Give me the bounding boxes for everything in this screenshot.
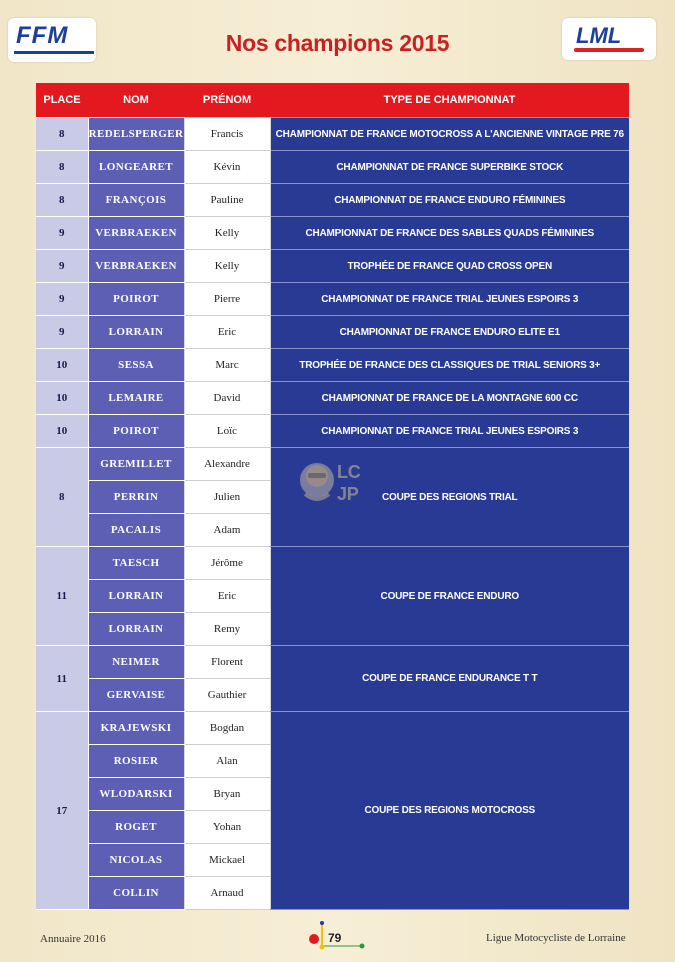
nom-cell: FRANÇOIS: [88, 184, 184, 217]
ffm-logo-text: FFM: [16, 22, 69, 49]
nom-cell: NICOLAS: [88, 844, 184, 877]
table-row: [36, 316, 629, 349]
prenom-cell: Remy: [184, 613, 270, 646]
prenom-cell: Kelly: [184, 250, 270, 283]
column-header-prenom: PRÉNOM: [184, 83, 270, 118]
table-row: [36, 250, 629, 283]
nom-cell: LORRAIN: [88, 580, 184, 613]
nom-cell: LORRAIN: [88, 613, 184, 646]
table-row: [36, 184, 629, 217]
type-cell: CHAMPIONNAT DE FRANCE DE LA MONTAGNE 600 CC: [270, 382, 629, 415]
group-place-cell: 8: [36, 448, 88, 547]
table-row: [36, 415, 629, 448]
place-cell: 8: [36, 184, 88, 217]
place-cell: 10: [36, 415, 88, 448]
prenom-cell: Jérôme: [184, 547, 270, 580]
nom-cell: ROGET: [88, 811, 184, 844]
prenom-cell: Pauline: [184, 184, 270, 217]
place-cell: 10: [36, 349, 88, 382]
nom-cell: ROSIER: [88, 745, 184, 778]
prenom-cell: Gauthier: [184, 679, 270, 712]
lcjp-watermark-icon: [297, 454, 373, 510]
column-header-place: PLACE: [36, 83, 88, 118]
group-place-cell: 11: [36, 646, 88, 712]
column-header-type: TYPE DE CHAMPIONNAT: [270, 83, 629, 118]
nom-cell: POIROT: [88, 283, 184, 316]
prenom-cell: Bryan: [184, 778, 270, 811]
nom-cell: LEMAIRE: [88, 382, 184, 415]
nom-cell: GERVAISE: [88, 679, 184, 712]
prenom-cell: Florent: [184, 646, 270, 679]
group-type-cell: [270, 448, 629, 547]
champions-table: [36, 83, 629, 910]
nom-cell: REDELSPERGER: [88, 118, 184, 151]
column-header-nom: NOM: [88, 83, 184, 118]
footer-ligue: Ligue Motocycliste de Lorraine: [486, 932, 626, 944]
group-type-cell: COUPE DE FRANCE ENDURANCE T T: [270, 646, 629, 712]
table-row: [36, 349, 629, 382]
prenom-cell: Alexandre: [184, 448, 270, 481]
type-cell: CHAMPIONNAT DE FRANCE DES SABLES QUADS FÉMININES: [270, 217, 629, 250]
table-body: [36, 118, 629, 910]
lml-logo: [562, 18, 656, 60]
champions-table-wrapper: [36, 83, 629, 910]
nom-cell: PERRIN: [88, 481, 184, 514]
prenom-cell: Eric: [184, 316, 270, 349]
nom-cell: PACALIS: [88, 514, 184, 547]
type-cell: CHAMPIONNAT DE FRANCE SUPERBIKE STOCK: [270, 151, 629, 184]
type-cell: TROPHÉE DE FRANCE DES CLASSIQUES DE TRIAL SENIORS 3+: [270, 349, 629, 382]
place-cell: 8: [36, 118, 88, 151]
prenom-cell: Kelly: [184, 217, 270, 250]
nom-cell: TAESCH: [88, 547, 184, 580]
nom-cell: KRAJEWSKI: [88, 712, 184, 745]
table-row: [36, 382, 629, 415]
type-cell: CHAMPIONNAT DE FRANCE ENDURO FÉMININES: [270, 184, 629, 217]
nom-cell: SESSA: [88, 349, 184, 382]
table-row: [36, 151, 629, 184]
nom-cell: LONGEARET: [88, 151, 184, 184]
table-row: [36, 283, 629, 316]
group-place-cell: 11: [36, 547, 88, 646]
nom-cell: POIROT: [88, 415, 184, 448]
nom-cell: VERBRAEKEN: [88, 250, 184, 283]
nom-cell: WLODARSKI: [88, 778, 184, 811]
prenom-cell: Mickael: [184, 844, 270, 877]
type-cell: CHAMPIONNAT DE FRANCE TRIAL JEUNES ESPOIRS 3: [270, 283, 629, 316]
prenom-cell: Julien: [184, 481, 270, 514]
nom-cell: COLLIN: [88, 877, 184, 910]
prenom-cell: Francis: [184, 118, 270, 151]
type-cell: CHAMPIONNAT DE FRANCE TRIAL JEUNES ESPOIRS 3: [270, 415, 629, 448]
place-cell: 9: [36, 217, 88, 250]
table-row: [36, 547, 629, 580]
prenom-cell: Yohan: [184, 811, 270, 844]
prenom-cell: Eric: [184, 580, 270, 613]
nom-cell: VERBRAEKEN: [88, 217, 184, 250]
prenom-cell: Bogdan: [184, 712, 270, 745]
table-header-row: [36, 83, 629, 118]
footer-annuaire: Annuaire 2016: [40, 933, 106, 945]
lml-logo-swoosh: [574, 48, 644, 52]
place-cell: 9: [36, 250, 88, 283]
prenom-cell: Adam: [184, 514, 270, 547]
prenom-cell: Loïc: [184, 415, 270, 448]
type-cell: CHAMPIONNAT DE FRANCE ENDURO ELITE E1: [270, 316, 629, 349]
prenom-cell: Marc: [184, 349, 270, 382]
page-number: 79: [328, 931, 342, 945]
nom-cell: NEIMER: [88, 646, 184, 679]
prenom-cell: Arnaud: [184, 877, 270, 910]
nom-cell: LORRAIN: [88, 316, 184, 349]
table-row: [36, 118, 629, 151]
watermark-letters-bottom: JP: [336, 484, 359, 504]
place-cell: 9: [36, 316, 88, 349]
page-title: Nos champions 2015: [225, 30, 450, 56]
table-row: [36, 646, 629, 679]
prenom-cell: Alan: [184, 745, 270, 778]
watermark-letters-top: LC: [336, 462, 361, 482]
group-type-cell: COUPE DE FRANCE ENDURO: [270, 547, 629, 646]
prenom-cell: Pierre: [184, 283, 270, 316]
place-cell: 9: [36, 283, 88, 316]
group-type-cell: COUPE DES REGIONS MOTOCROSS: [270, 712, 629, 910]
group-place-cell: 17: [36, 712, 88, 910]
table-row: [36, 448, 629, 481]
type-cell: TROPHÉE DE FRANCE QUAD CROSS OPEN: [270, 250, 629, 283]
table-row: [36, 712, 629, 745]
nom-cell: GREMILLET: [88, 448, 184, 481]
table-row: [36, 217, 629, 250]
type-cell: CHAMPIONNAT DE FRANCE MOTOCROSS A L'ANCIENNE VINTAGE PRE 76: [270, 118, 629, 151]
place-cell: 8: [36, 151, 88, 184]
prenom-cell: David: [184, 382, 270, 415]
group-type-label: COUPE DES REGIONS TRIAL: [382, 491, 518, 503]
place-cell: 10: [36, 382, 88, 415]
prenom-cell: Kévin: [184, 151, 270, 184]
lml-logo-text: LML: [576, 23, 622, 48]
